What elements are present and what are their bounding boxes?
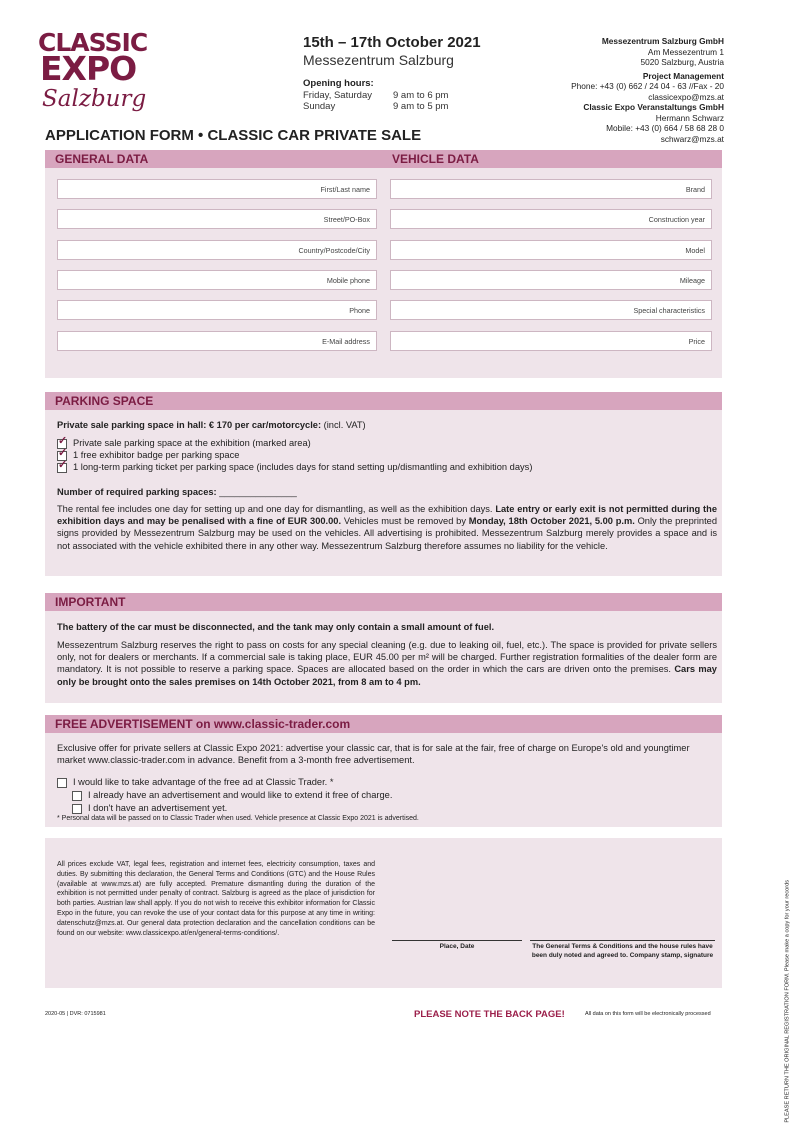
data-header-bar bbox=[45, 150, 722, 168]
parking-number-input[interactable]: _______________ bbox=[219, 487, 297, 497]
ad-footnote: * Personal data will be passed on to Classic Trader when used. Vehicle presence at Classic Expo 2021 is advertised. bbox=[57, 815, 419, 822]
contact-mobile: Mobile: +43 (0) 664 / 58 68 28 0 bbox=[606, 123, 724, 133]
return-original-side-note: PLEASE RETURN THE ORIGINAL REGISTRATION FORM. Please make a copy for your records bbox=[785, 880, 791, 1123]
company-contact-block bbox=[494, 36, 724, 144]
no-ad-yet-checkbox[interactable] bbox=[72, 804, 82, 814]
parking-price-bold: Private sale parking space in hall: € 170 per car/motorcycle: bbox=[57, 420, 322, 430]
country-postcode-city-field[interactable]: Country/Postcode/City bbox=[57, 240, 377, 260]
terms-text: All prices exclude VAT, legal fees, registration and internet fees, electricity consumption, taxes and duties. By submitting this declaration, the General Terms and Conditions (GTC) and the House Rules (available at www.mzs.at) are fully accepted. Premature dismantling during the duration of the exhibition is not permitted under penalty of contract. Salzburg is agreed as the place of jurisdiction for both parties. Austrian law shall apply. If you do not wish to receive this exhibitor information for Classic Expo in the future, you can revoke the use of your contact data for this purpose at any time in writing: datenschutz@mzs.at. Our general data protection declaration and the cancellation conditions can be found on our website: www.classicexpo.at/en/general-terms-conditions/. bbox=[57, 861, 375, 937]
opening-day-1: Friday, Saturday bbox=[303, 90, 372, 101]
company-phone: Phone: +43 (0) 662 / 24 04 - 63 //Fax - 20 bbox=[571, 81, 724, 91]
parking-item: ✓Private sale parking space at the exhibition (marked area) bbox=[57, 437, 717, 449]
important-paragraph: Messezentrum Salzburg reserves the right to pass on costs for any special cleaning (e.g. due to leaking oil, fuel, etc.). The space is provided for private sellers only, not for dealers or merchants. If a commercial sale is taking place, EUR 45.00 per m² will be charged. Further registration formalities of the dealer form are mandatory. It is not possible to reserve a parking space. Spaces are allocated based on the order in which the cars are driven onto the premises. Cars may only be brought onto the sales premises on 14th October 2021, from 8 am to 4 pm. bbox=[57, 640, 717, 687]
model-field[interactable]: Model bbox=[390, 240, 712, 260]
parking-price-line bbox=[57, 419, 717, 431]
extend-ad-checkbox[interactable] bbox=[72, 791, 82, 801]
contact-email: schwarz@mzs.at bbox=[660, 133, 724, 144]
opening-time-1: 9 am to 6 pm bbox=[393, 90, 449, 101]
free-ad-checkbox[interactable] bbox=[57, 778, 67, 788]
signature-line[interactable] bbox=[530, 940, 715, 941]
advertisement-intro: Exclusive offer for private sellers at Classic Expo 2021: advertise your classic car, that is for sale at the fair, free of charge on Europe's old and youngtimer market www.classic-trader.com in advance. Benefit from a 3-month free advertisement. bbox=[57, 743, 690, 766]
parking-number-label: Number of required parking spaces: bbox=[57, 487, 217, 497]
classic-expo-logo bbox=[38, 30, 148, 110]
vehicle-data-heading: VEHICLE DATA bbox=[392, 152, 479, 166]
street-field[interactable]: Street/PO-Box bbox=[57, 209, 377, 229]
opening-time-2: 9 am to 5 pm bbox=[393, 101, 449, 112]
place-date-line[interactable] bbox=[392, 940, 522, 941]
project-management-title: Project Management bbox=[642, 70, 724, 81]
parking-includes-list bbox=[57, 437, 717, 474]
important-header-bar bbox=[45, 593, 722, 611]
checked-checkbox-icon bbox=[57, 463, 67, 473]
special-characteristics-field[interactable]: Special characteristics bbox=[390, 300, 712, 320]
electronic-processing-note: All data on this form will be electronically processed bbox=[585, 1011, 711, 1017]
event-venue: Messezentrum Salzburg bbox=[303, 52, 454, 68]
opening-day-2: Sunday bbox=[303, 101, 336, 112]
logo-classic-text: CLASSIC bbox=[38, 28, 148, 57]
construction-year-field[interactable]: Construction year bbox=[390, 209, 712, 229]
form-code: 2020-05 | DVR: 0715981 bbox=[45, 1011, 106, 1017]
important-heading: IMPORTANT bbox=[55, 595, 126, 609]
opening-hours-title: Opening hours: bbox=[303, 78, 374, 89]
contact-name: Hermann Schwarz bbox=[655, 112, 724, 123]
place-date-label: Place, Date bbox=[439, 943, 475, 950]
back-page-notice: PLEASE NOTE THE BACK PAGE! bbox=[414, 1009, 565, 1020]
email-field[interactable]: E-Mail address bbox=[57, 331, 377, 351]
ad-option-extend: I already have an advertisement and would like to extend it free of charge. bbox=[72, 789, 712, 801]
ad-option-new: I don't have an advertisement yet. bbox=[72, 802, 712, 814]
company-name: Messezentrum Salzburg GmbH bbox=[601, 36, 724, 46]
parking-item: ✓1 free exhibitor badge per parking space bbox=[57, 449, 717, 461]
company-city: 5020 Salzburg, Austria bbox=[640, 57, 724, 67]
parking-header-bar bbox=[45, 392, 722, 410]
advertisement-heading: FREE ADVERTISEMENT on www.classic-trader.com bbox=[55, 717, 351, 731]
company-email: classicexpo@mzs.at bbox=[648, 91, 724, 102]
mobile-phone-field[interactable]: Mobile phone bbox=[57, 270, 377, 290]
parking-terms-paragraph: The rental fee includes one day for setting up and one day for dismantling, as well as the exhibition days. Late entry or early exit is not permitted during the exhibition days and may be penalised with a fine of EUR 300.00. Vehicles must be removed by Monday, 18th October 2021, 5.00 p.m. Only the preprinted signs provided by Messezentrum Salzburg may be used on the vehicles. All advertising is prohibited. Messezentrum Salzburg merely provides a space and is not associated with the vehicle exhibited there in any other way. Messezentrum Salzburg therefore assumes no liability for the vehicle. bbox=[57, 504, 718, 551]
ad-option-main: I would like to take advantage of the free ad at Classic Trader. * bbox=[57, 776, 717, 788]
logo-city-text: Salzburg bbox=[42, 86, 147, 112]
first-last-name-field[interactable]: First/Last name bbox=[57, 179, 377, 199]
brand-field[interactable]: Brand bbox=[390, 179, 712, 199]
parking-number-line bbox=[57, 486, 717, 498]
mileage-field[interactable]: Mileage bbox=[390, 270, 712, 290]
price-field[interactable]: Price bbox=[390, 331, 712, 351]
company-org2: Classic Expo Veranstaltungs GmbH bbox=[583, 102, 724, 112]
signature-label: The General Terms & Conditions and the house rules have been duly noted and agreed to. Company stamp, signature bbox=[531, 943, 714, 959]
phone-field[interactable]: Phone bbox=[57, 300, 377, 320]
parking-item: ✓1 long-term parking ticket per parking space (includes days for stand setting up/dismantling and exhibition days) bbox=[57, 461, 717, 473]
logo-expo-text: EXPO bbox=[40, 49, 137, 88]
general-data-heading: GENERAL DATA bbox=[55, 152, 149, 166]
advertisement-header-bar bbox=[45, 715, 722, 733]
parking-price-vat: (incl. VAT) bbox=[321, 420, 366, 430]
battery-notice: The battery of the car must be disconnected, and the tank may only contain a small amount of fuel. bbox=[57, 622, 495, 632]
company-street: Am Messezentrum 1 bbox=[647, 46, 724, 57]
event-date: 15th – 17th October 2021 bbox=[303, 34, 481, 51]
parking-heading: PARKING SPACE bbox=[55, 394, 154, 408]
form-title: APPLICATION FORM • CLASSIC CAR PRIVATE SALE bbox=[45, 127, 422, 144]
